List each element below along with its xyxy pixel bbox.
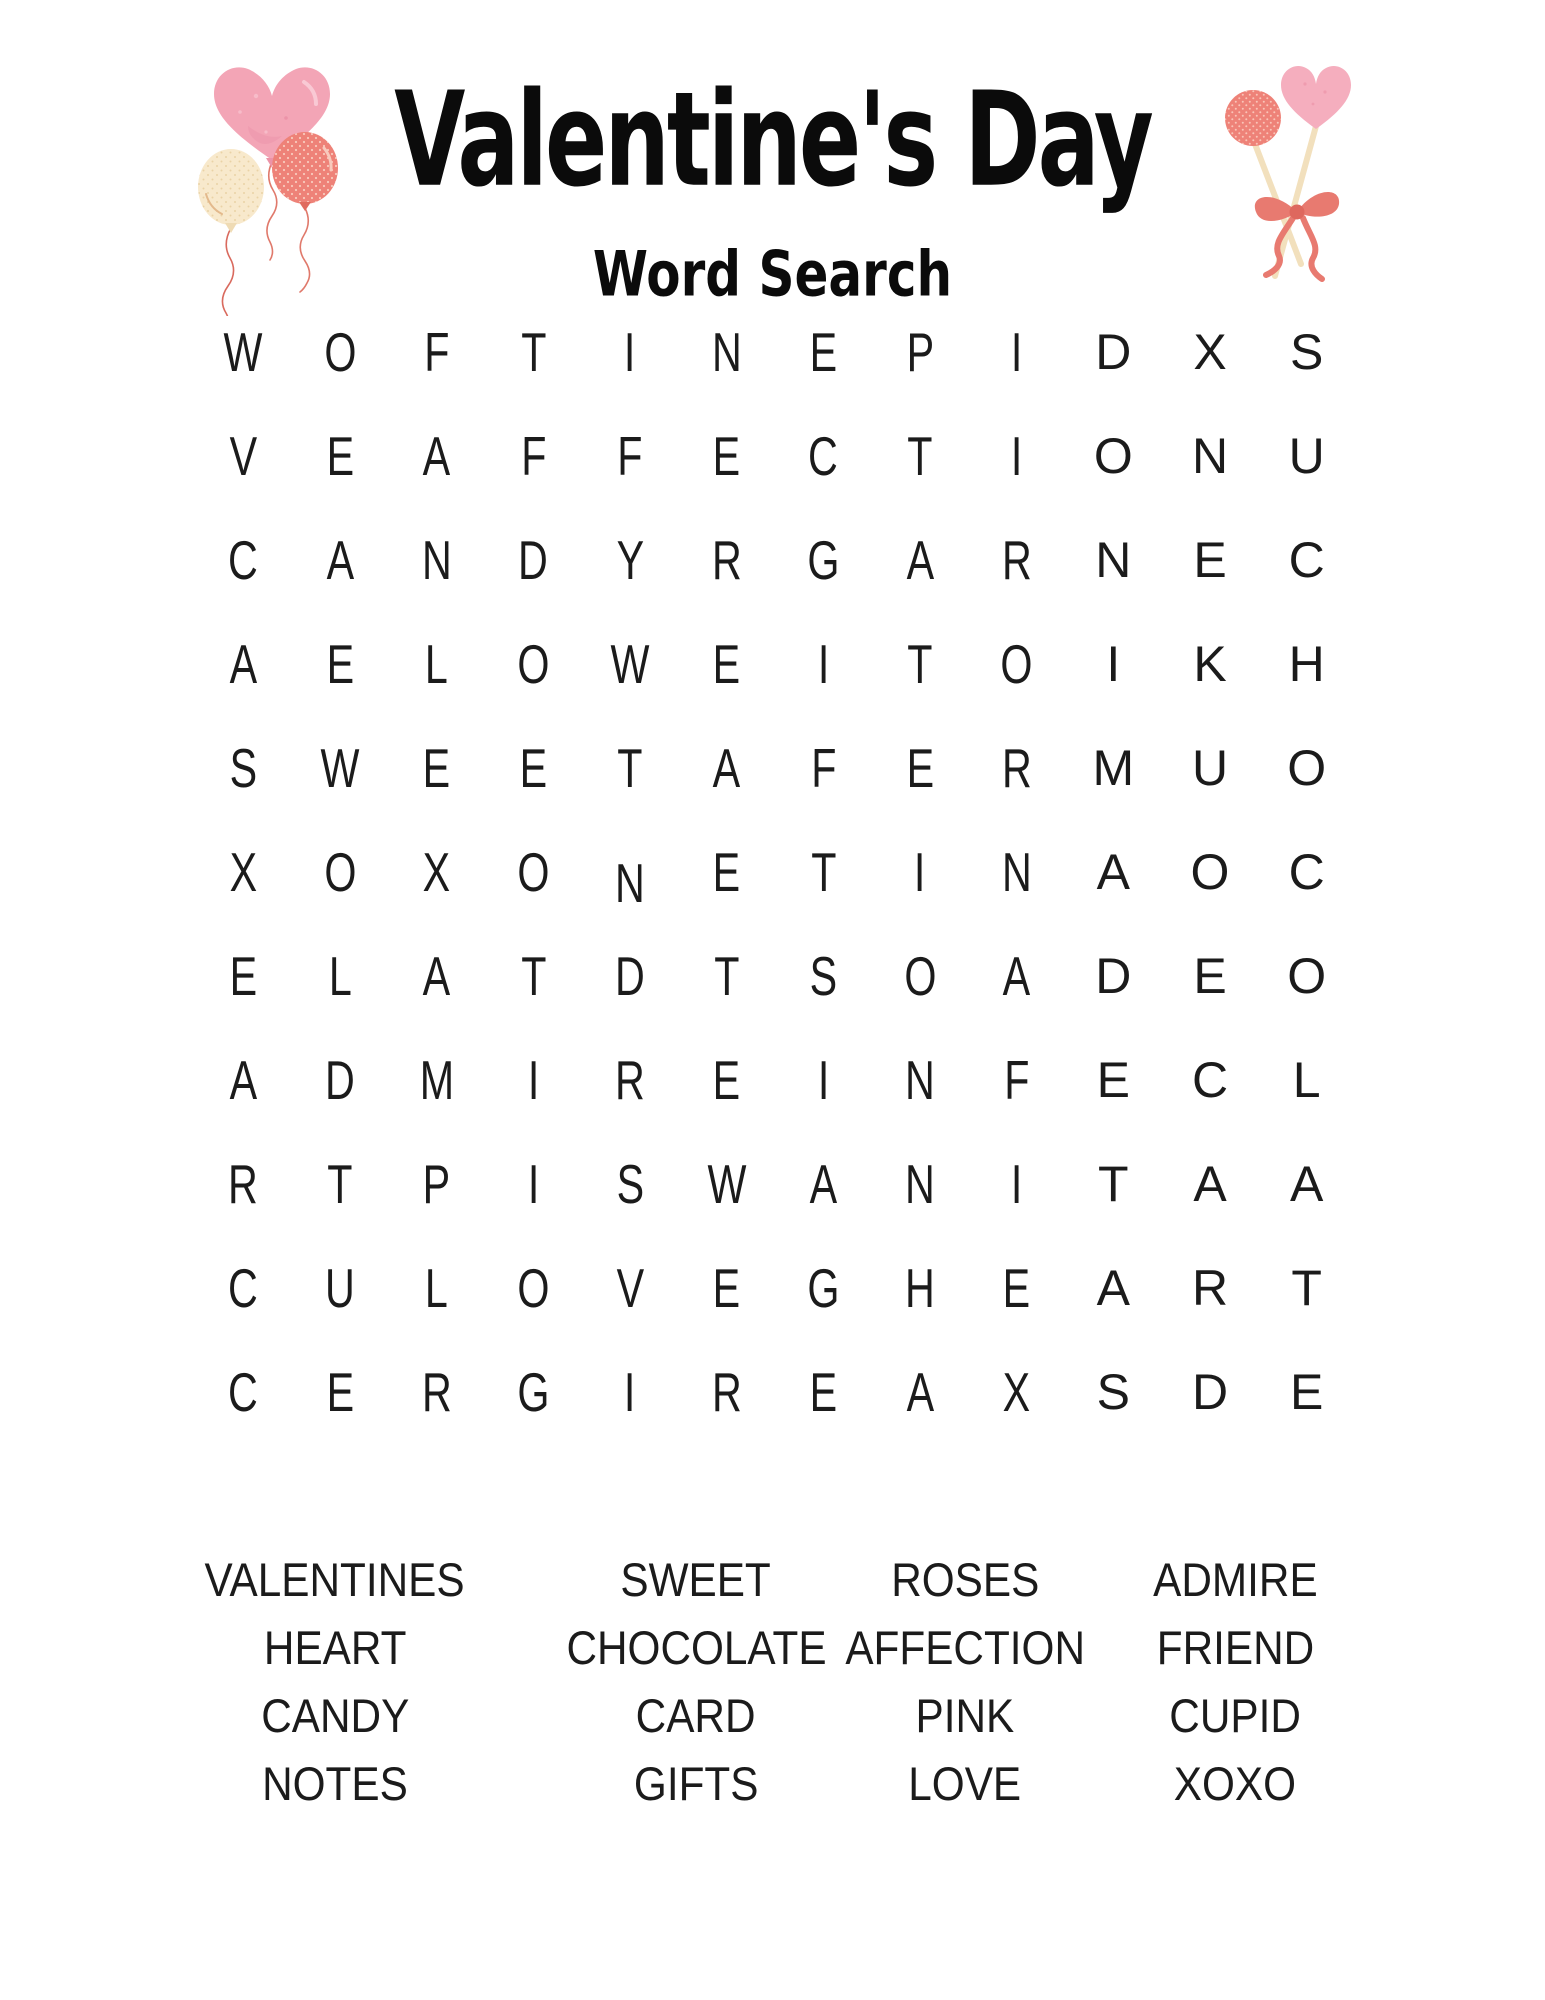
grid-letter: N	[615, 851, 645, 914]
grid-letter: I	[1010, 320, 1023, 383]
grid-letter: S	[229, 736, 258, 799]
word-list-item: AFFECTION	[845, 1621, 1085, 1674]
grid-letter: M	[1092, 740, 1135, 796]
word-list-item: LOVE	[908, 1757, 1022, 1810]
word-list-item: CUPID	[1169, 1689, 1301, 1742]
grid-letter: L	[425, 632, 449, 695]
grid-letter: T	[907, 632, 933, 695]
page-subtitle: Word Search	[592, 238, 953, 311]
word-list-item: NOTES	[262, 1757, 408, 1810]
grid-letter: I	[1010, 1152, 1023, 1215]
grid-letter: O	[1287, 948, 1327, 1004]
grid-letter: S	[1289, 324, 1324, 380]
grid-letter: I	[624, 320, 636, 383]
grid-letter: A	[906, 528, 934, 591]
grid-letter: D	[1095, 948, 1132, 1004]
bow-icon	[1255, 192, 1339, 279]
grid-letter: K	[1193, 636, 1227, 692]
grid-letter: F	[617, 424, 643, 487]
grid-letter: N	[1191, 428, 1229, 484]
grid-letter: A	[422, 944, 451, 1007]
grid-letter: T	[810, 840, 836, 903]
word-list-item: VALENTINES	[204, 1553, 466, 1606]
grid-letter: C	[1288, 844, 1325, 900]
grid-letter: A	[1002, 944, 1031, 1007]
grid-letter: R	[1001, 528, 1032, 591]
grid-letter: F	[520, 424, 546, 487]
grid-letter: A	[1096, 1260, 1130, 1316]
grid-letter: T	[327, 1152, 353, 1215]
grid-letter: R	[615, 1048, 645, 1111]
grid-letter: U	[1288, 428, 1325, 484]
grid-letter: O	[517, 632, 550, 695]
grid-letter: A	[1096, 844, 1130, 900]
grid-letter: R	[711, 528, 742, 591]
grid-letter: O	[1000, 632, 1033, 695]
grid-letter: U	[1191, 740, 1229, 796]
word-list-column	[155, 1546, 515, 1818]
grid-letter: L	[328, 944, 352, 1007]
grid-letter: H	[1288, 636, 1325, 692]
grid-letter: I	[914, 840, 926, 903]
grid-letter: X	[1002, 1360, 1031, 1423]
grid-letter: E	[712, 424, 741, 487]
grid-letter: C	[808, 424, 839, 487]
grid-letter: P	[422, 1152, 451, 1215]
grid-letter: U	[325, 1256, 355, 1319]
grid-letter: R	[228, 1152, 259, 1215]
grid-letter: N	[711, 320, 742, 383]
grid-letter: E	[906, 736, 934, 799]
grid-letter: E	[229, 944, 258, 1007]
grid-letter: W	[610, 632, 650, 695]
grid-letter: A	[809, 1152, 838, 1215]
grid-letter: S	[1096, 1364, 1130, 1420]
grid-letter: C	[228, 1256, 259, 1319]
grid-letter: N	[1001, 840, 1032, 903]
word-list-item: HEART	[263, 1621, 407, 1674]
grid-letter: N	[905, 1152, 935, 1215]
grid-letter: C	[1288, 532, 1325, 588]
grid-letter: I	[1106, 636, 1121, 692]
grid-letter: E	[326, 632, 354, 695]
grid-letter: D	[1095, 324, 1132, 380]
grid-letter: E	[422, 736, 451, 799]
grid-letter: T	[907, 424, 933, 487]
grid-letter: O	[1190, 844, 1230, 900]
grid-letter: D	[325, 1048, 355, 1111]
word-list-item: GIFTS	[633, 1757, 759, 1810]
word-list-item: SWEET	[620, 1553, 772, 1606]
grid-letter: W	[320, 736, 360, 799]
grid-letter: P	[906, 320, 934, 383]
grid-letter: R	[1001, 736, 1032, 799]
word-list	[0, 1546, 1545, 1836]
word-list-item: CARD	[636, 1689, 756, 1742]
word-list-item: XOXO	[1173, 1757, 1297, 1810]
grid-letter: T	[1098, 1156, 1129, 1212]
grid-letter: D	[1191, 1364, 1229, 1420]
grid-letter: G	[517, 1360, 550, 1423]
grid-letter: A	[712, 736, 741, 799]
grid-letter: V	[616, 1256, 644, 1319]
grid-letter: E	[712, 1048, 741, 1111]
word-search-grid	[195, 300, 1355, 1444]
grid-letter: E	[712, 632, 741, 695]
grid-letter: E	[1193, 532, 1227, 588]
word-list-column	[1055, 1546, 1415, 1818]
grid-letter: D	[518, 528, 549, 591]
heart-lollipop-icon	[1281, 66, 1351, 129]
grid-letter: R	[1191, 1260, 1229, 1316]
grid-letter: E	[1096, 1052, 1130, 1108]
grid-letter: O	[517, 840, 550, 903]
grid-letter: I	[1010, 424, 1023, 487]
grid-letter: I	[527, 1152, 540, 1215]
grid-letter: E	[712, 1256, 741, 1319]
grid-letter: W	[707, 1152, 747, 1215]
grid-letter: N	[421, 528, 452, 591]
grid-letter: T	[520, 320, 546, 383]
grid-letter: I	[817, 1048, 830, 1111]
grid-letter: A	[229, 1048, 258, 1111]
grid-letter: I	[527, 1048, 540, 1111]
grid-letter: E	[326, 424, 354, 487]
word-list-item: FRIEND	[1156, 1621, 1314, 1674]
grid-letter: O	[903, 944, 937, 1007]
grid-letter: O	[517, 1256, 550, 1319]
grid-letter: A	[326, 528, 354, 591]
grid-letter: L	[1292, 1052, 1321, 1108]
cream-balloon-icon	[198, 149, 264, 233]
grid-letter: O	[1093, 428, 1133, 484]
grid-letter: F	[810, 736, 836, 799]
grid-letter: S	[616, 1152, 644, 1215]
grid-letter: E	[809, 1360, 838, 1423]
grid-letter: M	[419, 1048, 454, 1111]
grid-letter: E	[1193, 948, 1227, 1004]
grid-letter: X	[229, 840, 258, 903]
word-list-item: ADMIRE	[1152, 1553, 1318, 1606]
coral-balloon-icon	[272, 132, 338, 211]
grid-letter: E	[712, 840, 741, 903]
grid-letter: O	[323, 840, 357, 903]
grid-letter: H	[905, 1256, 935, 1319]
grid-letter: A	[1289, 1156, 1324, 1212]
word-list-item: ROSES	[890, 1553, 1040, 1606]
grid-letter: T	[1291, 1260, 1322, 1316]
grid-letter: Y	[616, 528, 644, 591]
grid-letter: O	[1287, 740, 1327, 796]
grid-letter: E	[326, 1360, 354, 1423]
grid-letter: C	[228, 1360, 259, 1423]
grid-letter: E	[519, 736, 548, 799]
grid-letter: E	[809, 320, 838, 383]
grid-letter: N	[905, 1048, 935, 1111]
grid-letter: R	[421, 1360, 452, 1423]
grid-letter: S	[809, 944, 838, 1007]
grid-letter: T	[520, 944, 546, 1007]
grid-letter: A	[229, 632, 258, 695]
lollipops-decoration	[1213, 58, 1363, 293]
grid-letter: R	[711, 1360, 742, 1423]
grid-letter: A	[1193, 1156, 1227, 1212]
grid-letter: E	[1289, 1364, 1324, 1420]
word-list-item: CHOCOLATE	[565, 1621, 827, 1674]
grid-letter: W	[223, 320, 263, 383]
grid-letter: X	[1193, 324, 1227, 380]
grid-letter: C	[228, 528, 259, 591]
grid-letter: T	[714, 944, 740, 1007]
grid-letter: G	[807, 1256, 840, 1319]
grid-letter: E	[1002, 1256, 1031, 1319]
grid-letter: F	[1004, 1048, 1030, 1111]
grid-letter: I	[817, 632, 830, 695]
grid-letter: C	[1191, 1052, 1229, 1108]
grid-letter: G	[807, 528, 840, 591]
grid-letter: A	[906, 1360, 934, 1423]
word-list-item: CANDY	[260, 1689, 410, 1742]
grid-letter: I	[624, 1360, 636, 1423]
grid-letter: O	[323, 320, 357, 383]
grid-letter: X	[422, 840, 451, 903]
balloons-decoration	[170, 56, 370, 316]
grid-letter: L	[425, 1256, 449, 1319]
grid-letter: N	[1095, 532, 1132, 588]
grid-letter: A	[422, 424, 451, 487]
word-list-item: PINK	[915, 1689, 1015, 1742]
grid-letter: F	[424, 320, 450, 383]
grid-letter: V	[229, 424, 258, 487]
grid-letter: T	[617, 736, 643, 799]
coral-lollipop-icon	[1225, 90, 1281, 146]
grid-letter: D	[615, 944, 645, 1007]
page-title: Valentine's Day	[394, 64, 1151, 216]
